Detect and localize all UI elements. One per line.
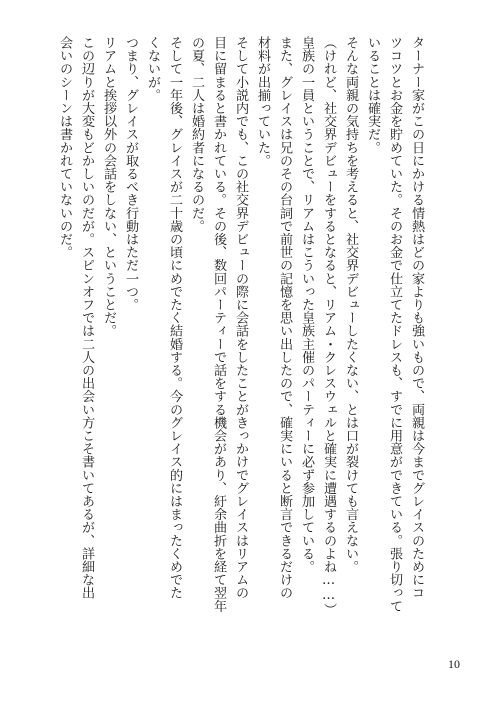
- text-line-7: また、グレイスは兄のその台詞で前世の記憶を思い出したので、確実にいると断言できるだけの: [277, 36, 293, 600]
- text-line-4: そんな両親の気持ちを考えると、社交界デビューしたくない、とは口が裂けても言えない。: [343, 36, 359, 574]
- text-line-6: 皇族の一員ということで、リアムはこういった皇族主催のパーティーに必ず参加している。: [299, 36, 315, 574]
- text-line-5: （けれど、社交界デビューをするとなると、リアム・クレスウェルと確実に遭遇するのよね……）: [321, 36, 337, 617]
- text-line-14: つまり、グレイスが取るべき行動はただ一つ。: [123, 36, 139, 312]
- text-line-8: 材料が出揃っていた。: [255, 36, 271, 167]
- text-line-15: リアムと挨拶以外の会話をしない、ということだ。: [101, 36, 117, 338]
- text-line-16: この辺りが大変もどかしいのだが。スピンオフでは二人の出会い方こそ書いてあるが、詳細な出: [79, 36, 95, 600]
- text-line-13: くないが。: [145, 36, 161, 102]
- text-line-10: 目に留まると書かれている。その後、数回パーティーで話をする機会があり、紆余曲折を経て翌年: [211, 36, 227, 613]
- text-line-2: ツコツとお金を貯めていた。そのお金で仕立てたドレスも、すでに用意ができている。張り切って: [387, 36, 403, 613]
- text-line-12: そして一年後、グレイスが二十歳の頃にめでたく結婚する。今のグレイス的にはまったくめでた: [167, 36, 183, 600]
- page-number: 10: [448, 657, 460, 671]
- text-line-1: ターナー家がこの日にかける情熱はどの家よりも強いもので、両親は今までグレイスのためにコ: [409, 36, 425, 600]
- text-line-3: いることは確実だ。: [365, 36, 381, 154]
- text-line-9: そして小説内でも、この社交界デビューの際に会話をしたことがきっかけでグレイスはリアムの: [233, 36, 249, 600]
- text-line-11: の夏、二人は婚約者になるのだ。: [189, 36, 205, 233]
- text-line-17: 会いのシーンは書かれていないのだ。: [57, 36, 73, 259]
